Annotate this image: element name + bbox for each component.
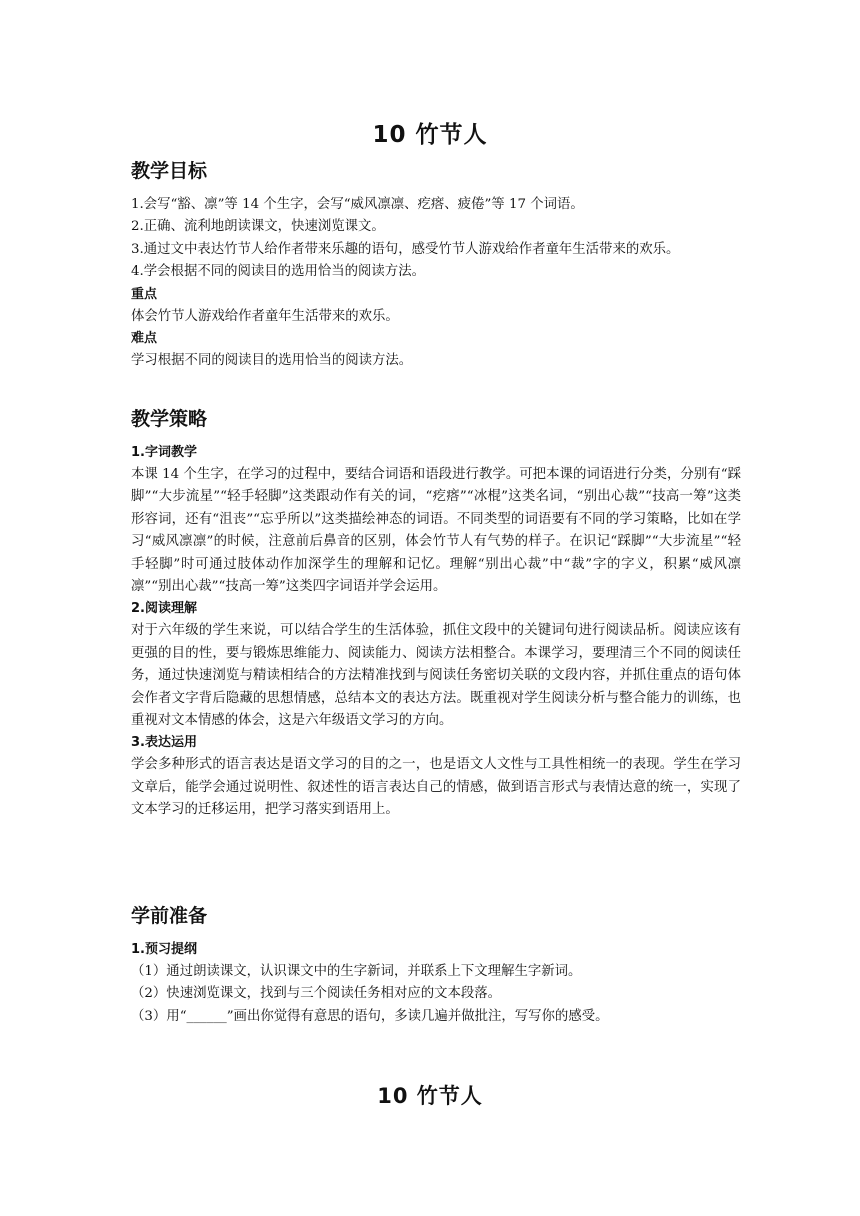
section-teaching-goals [131,158,741,372]
page-title: 10 竹节人 [372,122,488,148]
prep-s1-title: 1.预习提纲 [131,942,197,957]
difficulty-text: 学习根据不同的阅读目的选用恰当的阅读方法。 [131,353,413,369]
key-label: 重点 [131,286,158,302]
prep-item: （2）快速浏览课文，找到与三个阅读任务相对应的文本段落。 [131,986,502,1002]
strategy-s2-title: 2.阅读理解 [131,601,197,617]
strategy-s1-title: 1.字词教学 [131,445,197,460]
goal-item: 4.学会根据不同的阅读目的选用恰当的阅读方法。 [131,264,425,280]
goal-item: 1.会写“豁、凛”等 14 个生字，会写“威风凛凛、疙瘩、疲倦”等 17 个词语。 [131,197,584,212]
goals-heading: 教学目标 [131,160,208,182]
goal-item: 3.通过文中表达竹节人给作者带来乐趣的语句，感受竹节人游戏给作者童年生活带来的欢乐。 [131,241,680,257]
page-title-repeat: 10 竹节人 [377,1084,483,1108]
strategy-s2-text: 对于六年级的学生来说，可以结合学生的生活体验，抓住文段中的关键词句进行阅读品析。阅读应该有更强的目的性，要与锻炼思维能力、阅读能力、阅读方法相整合。本课学习，要理清三个不同的阅读任务，通过快速浏览与精读相结合的方法精准找到与阅读任务密切关联的文段内容，并抓住重点的语句体会作者文字背后隐藏的思想情感，总结本文的表达方法。既重视对学生阅读分析与整合能力的训练，也重视对文本情感的体会，这是六年级语文学习的方向。 [131,623,741,729]
prep-item: （3）用“______”画出你觉得有意思的语句，多读几遍并做批注，写写你的感受。 [131,1008,609,1024]
strategy-heading: 教学策略 [131,408,208,430]
goal-item: 2.正确、流利地朗读课文，快速浏览课文。 [131,219,385,235]
key-text: 体会竹节人游戏给作者童年生活带来的欢乐。 [131,308,399,324]
difficulty-label: 难点 [131,331,158,347]
prep-item: （1）通过朗读课文，认识课文中的生字新词，并联系上下文理解生字新词。 [131,964,582,979]
strategy-s3-title: 3.表达运用 [131,735,197,751]
prep-heading: 学前准备 [131,905,208,927]
section-preparation [131,903,741,1028]
strategy-s3-text: 学会多种形式的语言表达是语文学习的目的之一，也是语文人文性与工具性相统一的表现。学生在学习文章后，能学会通过说明性、叙述性的语言表达自己的情感，做到语言形式与表情达意的统一，实现了文本学习的迁移运用，把学习落实到语用上。 [131,757,741,818]
section-teaching-strategy [131,406,741,822]
strategy-s1-text: 本课 14 个生字，在学习的过程中，要结合词语和语段进行教学。可把本课的词语进行分类，分别有“踩脚”“大步流星”“轻手轻脚”这类跟动作有关的词，“疙瘩”“冰棍”这类名词，“别出心裁”“技高一筹”这类形容词，还有“沮丧”“忘乎所以”这类描绘神态的词语。不同类型的词语要有不同的学习策略，比如在学习“威风凛凛”的时候，注意前后鼻音的区别，体会竹节人有气势的样子。在识记“踩脚”“大步流星”“轻手轻脚”时可通过肢体动作加深学生的理解和记忆。理解“别出心裁”中“裁”字的字义，积累“威风凛凛”“别出心裁”“技高一筹”这类四字词语并学会运用。 [131,467,741,595]
